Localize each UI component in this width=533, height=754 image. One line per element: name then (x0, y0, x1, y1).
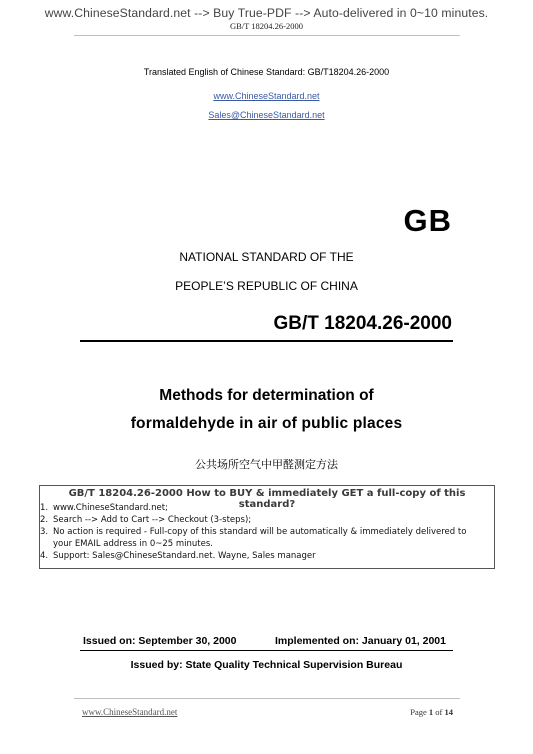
page-prefix: Page (410, 707, 427, 717)
buy-steps-list (40, 502, 494, 562)
prc-line: PEOPLE’S REPUBLIC OF CHINA (175, 279, 358, 293)
national-standard-line: NATIONAL STANDARD OF THE (179, 250, 354, 264)
buy-box-heading: GB/T 18204.26-2000 How to BUY & immediately GET a full-copy of this standard? (68, 488, 466, 510)
page-total: 14 (444, 707, 453, 717)
email-link[interactable]: Sales@ChineseStandard.net (208, 110, 325, 120)
page-of: of (435, 707, 443, 717)
title-rule (80, 340, 453, 342)
step-number: 3. (40, 527, 49, 537)
footer-divider (74, 698, 460, 699)
footer-site-link[interactable]: www.ChineseStandard.net (82, 707, 178, 717)
issued-on-date: Issued on: September 30, 2000 (83, 635, 237, 647)
step-site-link[interactable]: www.ChineseStandard.net; (53, 503, 168, 513)
title-line-1: Methods for determination of (159, 387, 374, 404)
standard-number: GB/T 18204.26-2000 (273, 313, 452, 334)
step-text: No action is required - Full-copy of this standard will be automatically & immediately delivered to your EMAIL address in 0~25 minutes. (53, 527, 467, 549)
buy-step-item (40, 526, 494, 550)
step-number: 4. (40, 551, 49, 561)
step-number: 2. (40, 515, 49, 525)
site-link[interactable]: www.ChineseStandard.net (213, 91, 320, 101)
issue-rule (80, 650, 453, 651)
site-link-row (0, 86, 533, 104)
title-line-2: formaldehyde in air of public places (130, 415, 403, 432)
header-divider (74, 35, 460, 36)
email-link-row (0, 105, 533, 123)
buy-step-item (40, 514, 494, 526)
chinese-title: 公共场所空气中甲醛测定方法 (195, 458, 338, 471)
implemented-on-date: Implemented on: January 01, 2001 (275, 635, 446, 647)
translated-note: Translated English of Chinese Standard: GB/T18204.26-2000 (143, 67, 390, 77)
step-text: Support: Sales@ChineseStandard.net. Wayne, Sales manager (53, 551, 316, 561)
buy-step-item (40, 502, 494, 514)
step-text: Search --> Add to Cart --> Checkout (3-steps); (53, 515, 252, 525)
header-standard-code: GB/T 18204.26-2000 (229, 21, 304, 31)
page-current: 1 (428, 707, 434, 717)
issued-by: Issued by: State Quality Technical Supervision Bureau (130, 659, 403, 671)
gb-logo: GB (403, 203, 452, 238)
step-number: 1. (40, 503, 49, 513)
buy-instructions-box (39, 485, 495, 569)
page-indicator (410, 707, 453, 717)
promo-banner: www.ChineseStandard.net --> Buy True-PDF --> Auto-delivered in 0~10 minutes. (44, 6, 489, 20)
buy-step-item (40, 550, 494, 562)
